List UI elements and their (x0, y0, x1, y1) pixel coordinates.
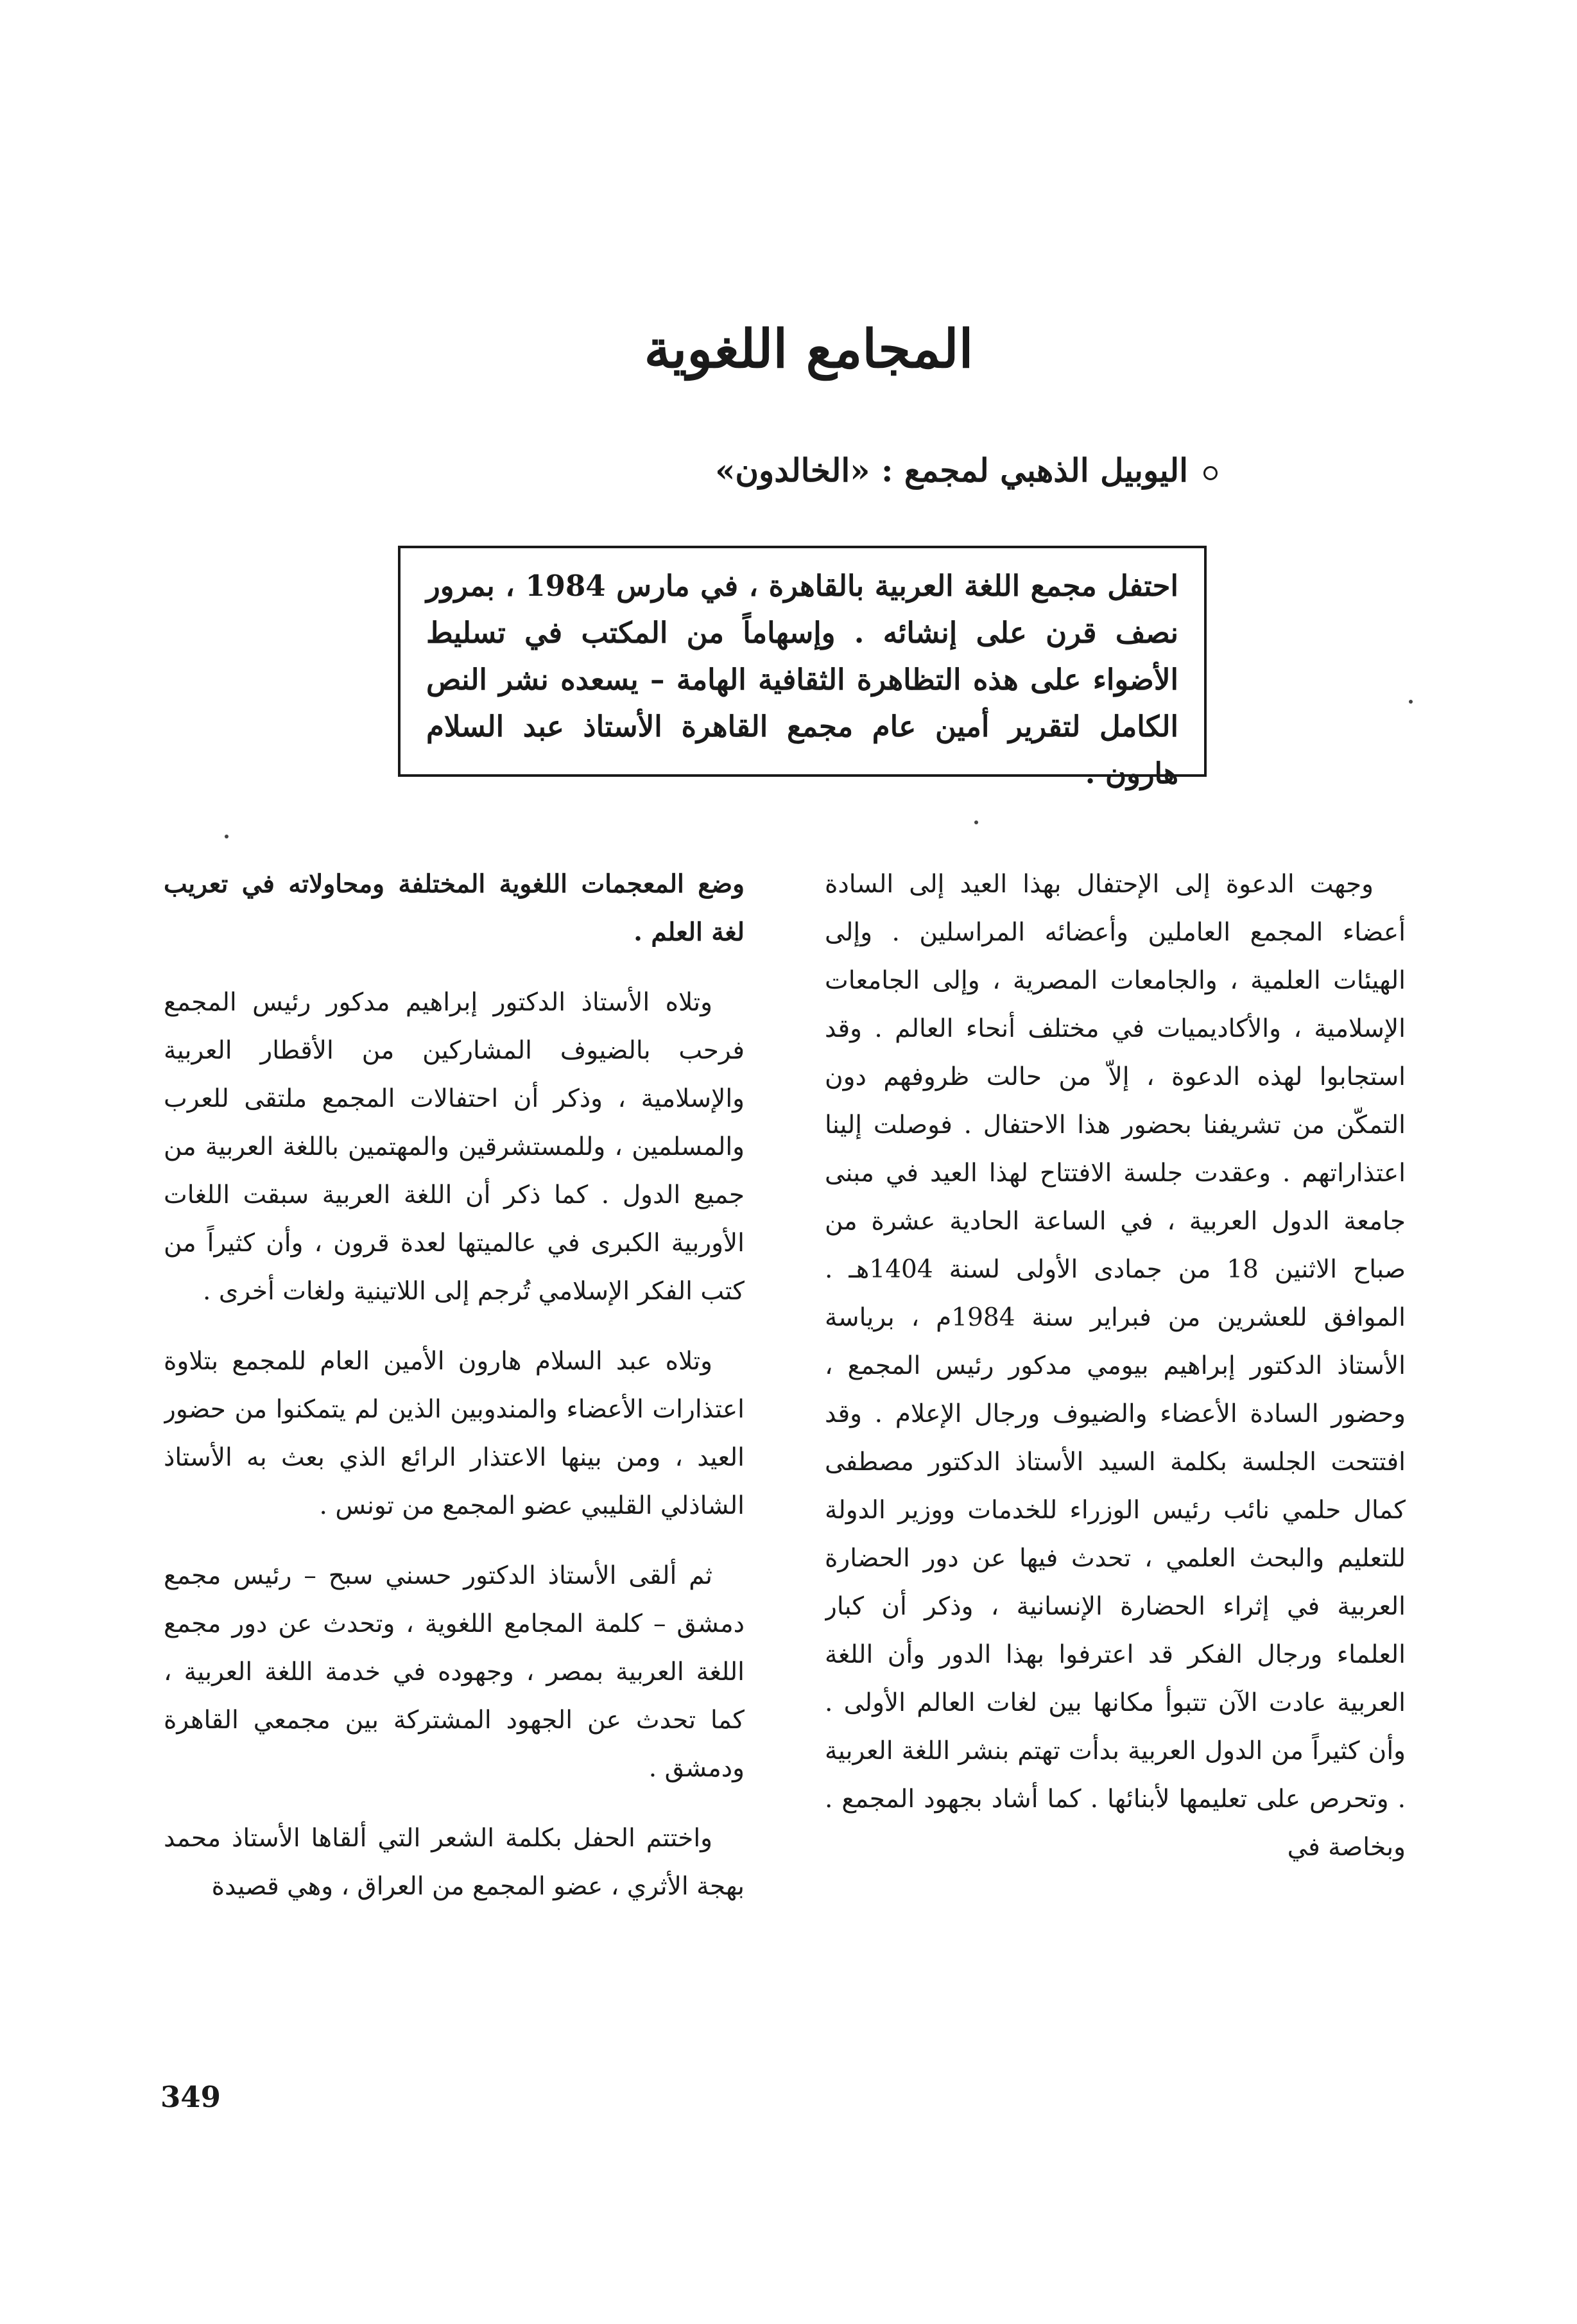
right-paragraph-1: وجهت الدعوة إلى الإحتفال بهذا العيد إلى السادة أعضاء المجمع العاملين وأعضائه المراسلين . وإلى الهيئات العلمية ، والجامعات المصرية ، وإلى الجامعات الإسلامية ، والأكاديميات في مختلف أنحاء العالم . وقد استجابوا لهذه الدعوة ، إلاّ من حالت ظروفهم دون التمكّن من تشريفنا بحضور هذا الاحتفال . فوصلت إلينا اعتذاراتهم . وعقدت جلسة الافتتاح لهذا العيد في مبنى جامعة الدول العربية ، في الساعة الحادية عشرة من صباح الاثنين 18 من جمادى الأولى لسنة 1404هـ . الموافق للعشرين من فبراير سنة 1984م ، برياسة الأستاذ الدكتور إبراهيم بيومي مدكور رئيس المجمع ، وحضور السادة الأعضاء والضيوف ورجال الإعلام . وقد افتتحت الجلسة بكلمة السيد الأستاذ الدكتور مصطفى كمال حلمي نائب رئيس الوزراء للخدمات ووزير الدولة للتعليم والبحث العلمي ، تحدث فيها عن دور الحضارة العربية في إثراء الحضارة الإنسانية ، وذكر أن كبار العلماء ورجال الفكر قد اعترفوا بهذا الدور وأن اللغة العربية عادت الآن تتبوأ مكانها بين لغات العالم الأولى . وأن كثيراً من الدول العربية بدأت تهتم بنشر اللغة العربية . وتحرص على تعليمها لأبنائها . كما أشاد بجهود المجمع . وبخاصة في (825, 870, 1406, 1862)
left-paragraph-5: واختتم الحفل بكلمة الشعر التي ألقاها الأستاذ محمد بهجة الأثري ، عضو المجمع من العراق ، وهي قصيدة (164, 1824, 745, 1901)
subtitle-text: اليوبيل الذهبي لمجمع : «الخالدون» (715, 451, 1188, 489)
page-number: 349 (160, 2080, 221, 2114)
section-subtitle (640, 449, 1218, 491)
right-column (825, 860, 1406, 2324)
scan-speck (1409, 700, 1413, 704)
left-paragraph-2: وتلاه الأستاذ الدكتور إبراهيم مدكور رئيس المجمع فرحب بالضيوف المشاركين من الأقطار العربية والإسلامية ، وذكر أن احتفالات المجمع ملتقى للعرب والمسلمين ، وللمستشرقين والمهتمين باللغة العربية من جميع الدول . كما ذكر أن اللغة العربية سبقت اللغات الأوربية الكبرى في عالميتها لعدة قرون ، وأن كثيراً من كتب الفكر الإسلامي تُرجم إلى اللاتينية ولغات أخرى . (164, 988, 745, 1306)
summary-text: احتفل مجمع اللغة العربية بالقاهرة ، في مارس 1984 ، بمرور نصف قرن على إنشائه . وإسهاماً من المكتب في تسليط الأضواء على هذه التظاهرة الثقافية الهامة – يسعده نشر النص الكامل لتقرير أمين عام مجمع القاهرة الأستاذ عبد السلام هارون . (426, 569, 1178, 790)
left-paragraph-4: ثم ألقى الأستاذ الدكتور حسني سبح – رئيس مجمع دمشق – كلمة المجامع اللغوية ، وتحدث عن دور مجمع اللغة العربية بمصر ، وجهوده في خدمة اللغة العربية ، كما تحدث عن الجهود المشتركة بين مجمعي القاهرة ودمشق . (164, 1561, 745, 1783)
scan-speck (225, 835, 228, 838)
page-title: المجامع اللغوية (644, 318, 974, 380)
summary-box (398, 546, 1207, 790)
scan-speck (974, 820, 978, 824)
left-paragraph-1: وضع المعجمات اللغوية المختلفة ومحاولاته في تعريب لغة العلم . (164, 869, 745, 947)
bullet-icon (1203, 466, 1218, 480)
left-column (164, 860, 745, 2324)
left-paragraph-3: وتلاه عبد السلام هارون الأمين العام للمجمع بتلاوة اعتذارات الأعضاء والمندوبين الذين لم يتمكنوا من حضور العيد ، ومن بينها الاعتذار الرائع الذي بعث به الأستاذ الشاذلي القليبي عضو المجمع من تونس . (164, 1347, 745, 1520)
